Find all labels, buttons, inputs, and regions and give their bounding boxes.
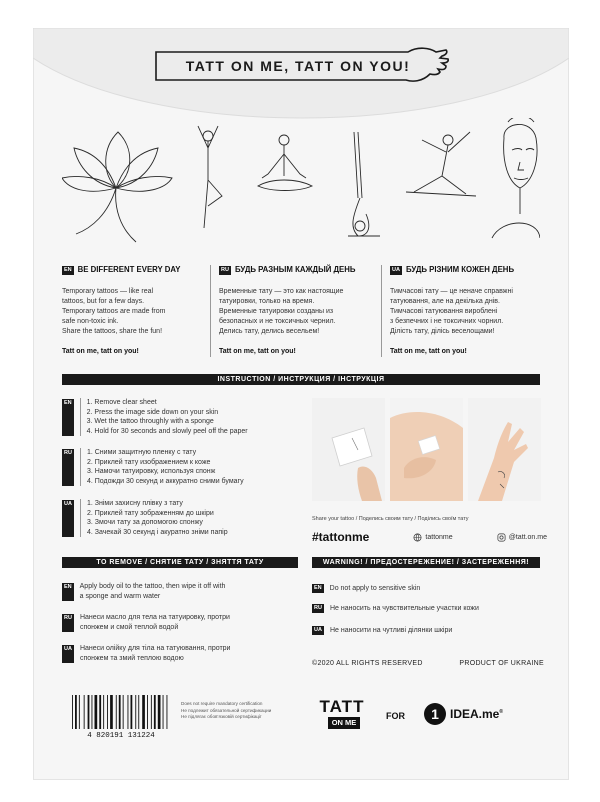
- instruction-steps: 1. Зніми захисну плівку з тату 2. Приклей тату зображенням до шкіри 3. Змочи тату за допомогою спонжу 4. Зачекай 30 секунд і акуратно зніми папір: [80, 499, 228, 537]
- for-label: FOR: [386, 711, 405, 721]
- barcode-bar: [158, 695, 161, 729]
- language-tag: EN: [62, 583, 74, 601]
- warning-item-ru: [312, 604, 479, 613]
- remove-text: Нанеси олійку для тіла на татуювання, протри спонжем та змий теплою водою: [79, 645, 231, 662]
- remove-text: Apply body oil to the tattoo, then wipe it off with a sponge and warm water: [79, 583, 226, 600]
- barcode-bar: [72, 695, 73, 729]
- language-tag: UA: [392, 266, 400, 273]
- language-tag: EN: [62, 399, 74, 436]
- barcode-bar: [103, 695, 104, 729]
- instagram-text: @tatt.on.me: [508, 533, 547, 541]
- globe-icon: [413, 533, 422, 542]
- intro-tagline: Tatt on me, tatt on you!: [390, 348, 467, 355]
- language-tag: EN: [314, 585, 322, 591]
- origin-label: PRODUCT OF UKRAINE: [459, 660, 544, 667]
- intro-heading: [219, 265, 365, 275]
- barcode-bar: [110, 695, 113, 729]
- intro-heading: [62, 265, 217, 275]
- shoulder-stand-figure: [348, 132, 380, 236]
- barcode-bar: [99, 695, 101, 729]
- warrior-pose-figure: [406, 132, 476, 196]
- instagram-link: [497, 533, 547, 542]
- intro-tagline: Tatt on me, tatt on you!: [62, 348, 139, 355]
- registered-mark: ®: [499, 709, 504, 715]
- warning-item-en: [312, 584, 420, 593]
- social-row: [312, 530, 547, 544]
- barcode-bar: [167, 695, 168, 729]
- language-tag: UA: [314, 627, 322, 633]
- logo-word-on-me: ON ME: [328, 717, 360, 729]
- language-tag: RU: [221, 266, 229, 273]
- photo-hand-tattoo: [468, 398, 541, 501]
- intro-column-ru: [210, 265, 365, 357]
- application-photos: [312, 398, 541, 501]
- share-caption: Share your tattoo / Поделись своим тату / Поділись своїм тату: [312, 516, 469, 522]
- barcode-bar: [128, 695, 129, 729]
- line-art-illustration: [62, 118, 540, 248]
- warning-item-ua: [312, 626, 452, 635]
- barcode-bar: [79, 695, 80, 729]
- barcode-bar: [119, 695, 121, 729]
- warning-text: Не наносити на чутливі ділянки шкіри: [329, 627, 453, 634]
- remove-item-ua: [62, 644, 298, 663]
- barcode-bar: [84, 695, 85, 729]
- remove-item-ru: [62, 613, 298, 632]
- instruction-group-ua: [62, 499, 298, 537]
- certification-note: Does not require mandatory certification Не подлежит обязательной сертификации Не підлягає обов’язковій сертифікації: [181, 701, 272, 720]
- barcode-bar: [163, 695, 164, 729]
- barcode-bar: [138, 695, 139, 729]
- instruction-group-en: [62, 398, 298, 436]
- barcode-bar: [135, 695, 136, 729]
- intro-body: Тимчасові тату — це неначе справжні татуювання, але на декілька днів. Тимчасові татуювання вироблені з безпечних і не токсичних чорнил. Ділість тату, ділісь веселощами!: [390, 288, 513, 335]
- tree-pose-figure: [198, 126, 222, 228]
- intro-column-en: [62, 265, 217, 357]
- tatt-on-me-logo: [311, 697, 373, 739]
- barcode-bar: [151, 695, 152, 729]
- photo-apply-shoulder: [390, 398, 463, 501]
- brand-slogan: TATT ON ME, TATT ON YOU!: [185, 58, 411, 74]
- barcode: [66, 693, 176, 739]
- warning-text: Do not apply to sensitive skin: [329, 585, 421, 592]
- meditation-figure: [258, 135, 312, 191]
- barcode-bar: [123, 695, 124, 729]
- instagram-icon: [497, 533, 506, 542]
- intro-heading: [390, 265, 536, 275]
- barcode-bar: [131, 695, 133, 729]
- buddha-face-drawing: [492, 118, 540, 238]
- warning-bar: WARNING! / ПРЕДОСТЕРЕЖЕНИЕ! / ЗАСТЕРЕЖЕННЯ!: [312, 557, 540, 568]
- language-tag: UA: [62, 500, 74, 537]
- barcode-bar: [116, 695, 117, 729]
- language-tag: RU: [314, 605, 322, 611]
- intro-tagline: Tatt on me, tatt on you!: [219, 348, 296, 355]
- hashtag: #tattonme: [312, 530, 370, 544]
- intro-column-ua: [381, 265, 536, 357]
- barcode-bar: [107, 695, 108, 729]
- barcode-bar: [147, 695, 148, 729]
- warning-text: Не наносить на чувствительные участки кожи: [329, 605, 479, 612]
- language-tag: UA: [62, 645, 74, 663]
- remove-text: Нанеси масло для тела на татуировку, протри спонжем и смой теплой водой: [79, 614, 230, 631]
- barcode-bars: [72, 695, 167, 729]
- logo-word-tatt: TATT: [319, 697, 365, 716]
- partner-number-badge: 1: [424, 703, 446, 725]
- copyright: ©2020 ALL RIGHTS RESERVED: [312, 660, 423, 667]
- barcode-bar: [142, 695, 145, 729]
- partner-logo: [424, 703, 503, 725]
- instruction-steps: 1. Remove clear sheet 2. Press the image side down on your skin 3. Wet the tattoo throughly with a sponge 4. Hold for 30 seconds and slowly peel off the paper: [80, 398, 248, 436]
- remove-item-en: [62, 582, 298, 601]
- barcode-bar: [92, 695, 93, 729]
- lotus-drawing: [62, 132, 172, 242]
- photo-peel-sheet: [312, 398, 385, 501]
- remove-bar: TO REMOVE / СНЯТИЕ ТАТУ / ЗНЯТТЯ ТАТУ: [62, 557, 298, 568]
- instruction-steps: 1. Сними защитную пленку с тату 2. Приклей тату изображением к коже 3. Намочи татуировку, используя спонж 4. Подожди 30 секунд и аккуратно сними бумагу: [80, 448, 244, 486]
- intro-body: Temporary tattoos — like real tattoos, but for a few days. Temporary tattoos are made from safe non-toxic ink. Share the tattoos, share the fun!: [62, 288, 166, 335]
- language-tag: EN: [64, 266, 72, 273]
- barcode-bar: [95, 695, 98, 729]
- partner-name: [450, 707, 503, 721]
- intro-heading-text: БУДЬ РІЗНИМ КОЖЕН ДЕНЬ: [405, 265, 515, 274]
- website-text: tattonme: [425, 533, 453, 541]
- instruction-group-ru: [62, 448, 298, 486]
- intro-heading-text: БУДЬ РАЗНЫМ КАЖДЫЙ ДЕНЬ: [234, 265, 356, 274]
- language-tag: RU: [62, 614, 74, 632]
- barcode-number: 4 820191 131224: [87, 732, 155, 739]
- website-link: [413, 533, 452, 542]
- intro-body: Временные тату — это как настоящие татуировки, только на время. Временные татуировки созданы из безопасных и не токсичных чернил. Делись тату, делись весельем!: [219, 288, 344, 335]
- barcode-bar: [88, 695, 90, 729]
- intro-heading-text: BE DIFFERENT EVERY DAY: [77, 265, 181, 274]
- barcode-bar: [154, 695, 156, 729]
- barcode-bar: [75, 695, 77, 729]
- partner-name-text: IDEA.me: [450, 707, 500, 721]
- instruction-bar: INSTRUCTION / ИНСТРУКЦИЯ / ІНСТРУКЦІЯ: [62, 374, 540, 385]
- legal-line: [312, 660, 544, 667]
- language-tag: RU: [62, 449, 74, 486]
